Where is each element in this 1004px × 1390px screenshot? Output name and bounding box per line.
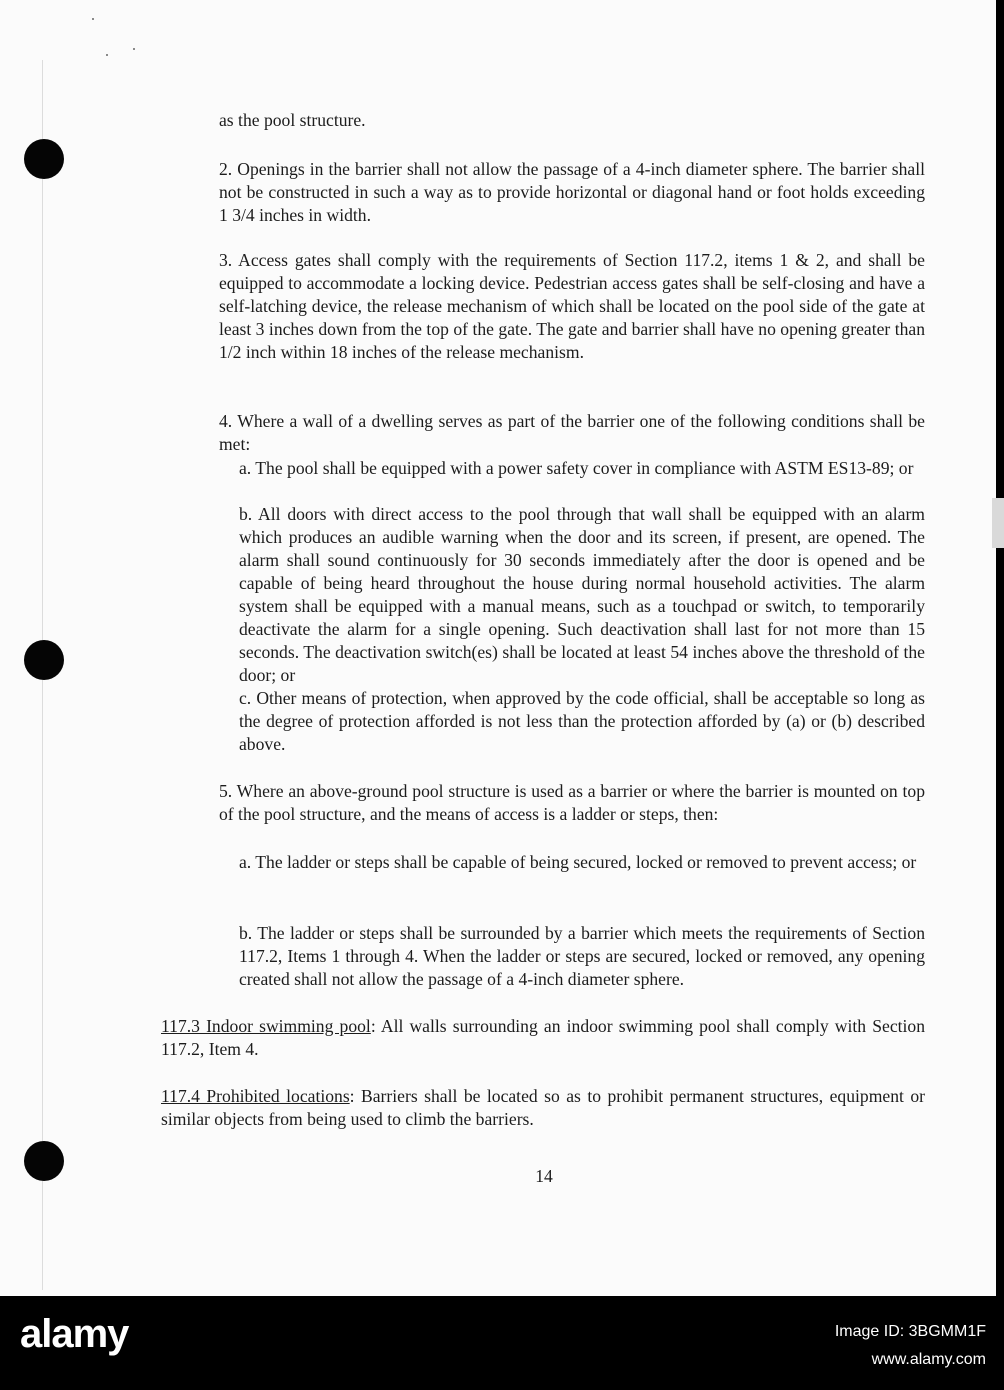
stock-watermark-bar: [0, 1296, 1004, 1390]
requirement-item-4-b: b. All doors with direct access to the pool through that wall shall be equipped with an alarm which produces an audible warning when the door and its screen, if present, are opened. The alarm shall sound continuously for 30 seconds immediately after the door is opened and be capable of being heard throughout the house during normal household activities. The alarm system shall be equipped with a manual means, such as a touchpad or switch, to temporarily deactivate the alarm for a single opening. Such deactivation shall last for not more than 15 seconds. The deactivation switch(es) shall be located at least 54 inches above the threshold of the door; or: [239, 504, 925, 685]
requirement-item-2: 2. Openings in the barrier shall not allow the passage of a 4-inch diameter sphere. The barrier shall not be constructed in such a way as to provide horizontal or diagonal hand or foot holds exceeding 1 3/4 inches in width.: [219, 159, 925, 225]
page-edge-tab: [992, 498, 1004, 548]
requirement-item-5-b: b. The ladder or steps shall be surrounded by a barrier which meets the requirements of Section 117.2, Items 1 through 4. When the ladder or steps are secured, locked or removed, any opening created shall not allow the passage of a 4-inch diameter sphere.: [239, 923, 925, 989]
site-url: www.alamy.com: [871, 1351, 986, 1368]
requirement-item-4-a: a. The pool shall be equipped with a power safety cover in compliance with ASTM ES13-89; or: [239, 458, 914, 478]
stock-meta: [835, 1318, 986, 1374]
page-number: 14: [535, 1166, 553, 1186]
section-117-4-body: : Barriers shall be located so as to prohibit permanent structures, equipment or similar objects from being used to climb the barriers.: [161, 1086, 925, 1129]
image-id-label: Image ID: 3BGMM1F: [834, 1323, 986, 1340]
scan-speck: [106, 54, 108, 56]
stock-logo: alamy: [20, 1312, 129, 1356]
section-117-3: [161, 1015, 925, 1061]
requirement-item-3: 3. Access gates shall comply with the requirements of Section 117.2, items 1 & 2, and shall be equipped to accommodate a locking device. Pedestrian access gates shall be self-closing and have a self-latching device, the release mechanism of which shall be located on the pool side of the gate at least 3 inches down from the top of the gate. The gate and barrier shall have no opening greater than 1/2 inch within 18 inches of the release mechanism.: [219, 250, 925, 362]
requirement-item-4-c: c. Other means of protection, when approved by the code official, shall be acceptable so long as the degree of protection afforded is not less than the protection afforded by (a) or (b) described above.: [239, 688, 925, 754]
scan-speck: [92, 18, 94, 20]
requirement-item-4: 4. Where a wall of a dwelling serves as part of the barrier one of the following conditions shall be met:: [219, 411, 925, 454]
requirement-item-5-a: a. The ladder or steps shall be capable of being secured, locked or removed to prevent access; or: [239, 852, 917, 872]
section-117-3-heading: 117.3 Indoor swimming pool: [161, 1016, 371, 1036]
scan-speck: [133, 48, 135, 50]
section-117-4: [161, 1085, 925, 1131]
section-117-3-body: : All walls surrounding an indoor swimming pool shall comply with Section 117.2, Item 4.: [161, 1016, 925, 1059]
continuation-text: as the pool structure.: [219, 110, 366, 130]
requirement-item-5: 5. Where an above-ground pool structure is used as a barrier or where the barrier is mounted on top of the pool structure, and the means of access is a ladder or steps, then:: [219, 781, 925, 824]
punch-hole-middle: [24, 640, 64, 680]
section-117-4-heading: 117.4 Prohibited locations: [161, 1086, 350, 1106]
punch-hole-top: [24, 139, 64, 179]
